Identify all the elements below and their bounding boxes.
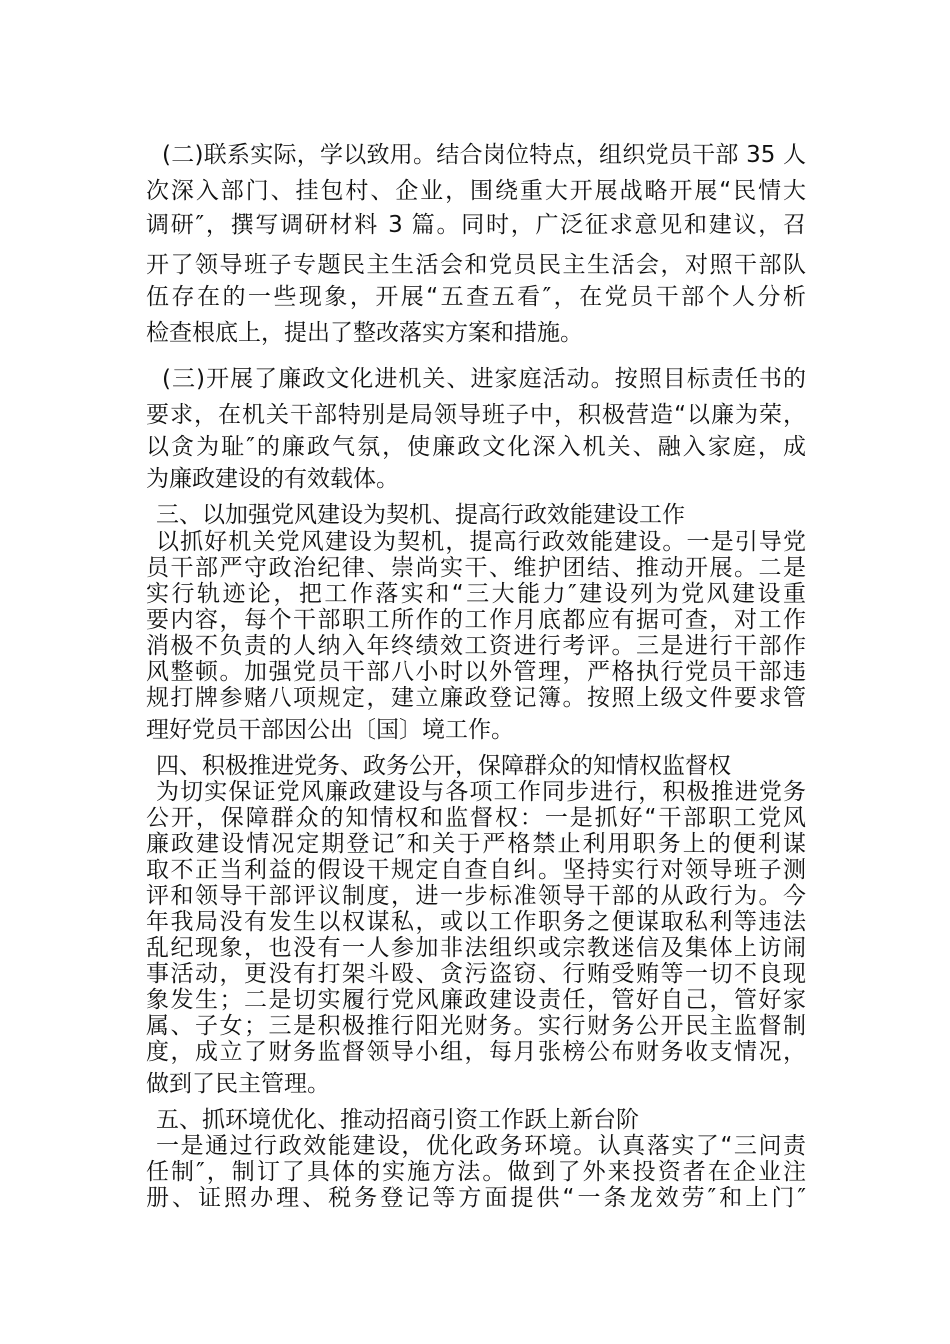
paragraph-line: 理好党员干部因公出〔国〕境工作。	[146, 717, 514, 743]
paragraph-line: 实行轨迹论，把工作落实和“三大能力″建设列为党风建设重	[146, 581, 806, 607]
paragraph-line: 取不正当利益的假设干规定自查自纠。坚持实行对领导班子测	[146, 857, 806, 883]
paragraph-line: 任制″，制订了具体的实施方法。做到了外来投资者在企业注	[146, 1159, 806, 1185]
section-heading: 四、积极推进党务、政务公开，保障群众的知情权监督权	[156, 753, 731, 779]
paragraph-line: 以抓好机关党风建设为契机，提高行政效能建设。一是引导党	[156, 529, 806, 555]
paragraph-line: 为廉政建设的有效载体。	[146, 466, 399, 492]
paragraph-line: 伍存在的一些现象，开展“五查五看″，在党员干部个人分析	[146, 284, 806, 310]
paragraph-line: 属、子女；三是积极推行阳光财务。实行财务公开民主监督制	[146, 1013, 806, 1039]
paragraph-line: 乱纪现象，也没有一人参加非法组织或宗教迷信及集体上访闹	[146, 935, 806, 961]
paragraph-line: 一是通过行政效能建设，优化政务环境。认真落实了“三问责	[156, 1133, 806, 1159]
paragraph-line: 度，成立了财务监督领导小组，每月张榜公布财务收支情况，	[146, 1039, 806, 1065]
paragraph-line: 开了领导班子专题民主生活会和党员民主生活会，对照干部队	[146, 252, 806, 278]
paragraph-line: 风整顿。加强党员干部八小时以外管理，严格执行党员干部违	[146, 659, 806, 685]
section-heading: 五、抓环境优化、推动招商引资工作跃上新台阶	[156, 1107, 639, 1133]
section-heading: 三、以加强党风建设为契机、提高行政效能建设工作	[156, 502, 685, 528]
paragraph-line: 年我局没有发生以权谋私，或以工作职务之便谋取私利等违法	[146, 909, 806, 935]
paragraph-line: 廉政建设情况定期登记″和关于严格禁止利用职务上的便利谋	[146, 831, 806, 857]
paragraph-line: 员干部严守政治纪律、崇尚实干、维护团结、推动开展。二是	[146, 555, 806, 581]
paragraph-line: 要内容，每个干部职工所作的工作月底都应有据可查，对工作	[146, 607, 806, 633]
paragraph-line: 评和领导干部评议制度，进一步标准领导干部的从政行为。今	[146, 883, 806, 909]
paragraph-line: (三)开展了廉政文化进机关、进家庭活动。按照目标责任书的	[162, 366, 806, 392]
paragraph-line: 做到了民主管理。	[146, 1071, 330, 1097]
paragraph-line: 象发生；二是切实履行党风廉政建设责任，管好自己，管好家	[146, 987, 806, 1013]
paragraph-line: 公开，保障群众的知情权和监督权：一是抓好“干部职工党风	[146, 805, 806, 831]
paragraph-line: 为切实保证党风廉政建设与各项工作同步进行，积极推进党务	[156, 779, 806, 805]
paragraph-line: (二)联系实际，学以致用。结合岗位特点，组织党员干部 35 人	[162, 142, 806, 168]
paragraph-line: 以贪为耻″的廉政气氛，使廉政文化深入机关、融入家庭，成	[146, 434, 806, 460]
paragraph-line: 消极不负责的人纳入年终绩效工资进行考评。三是进行干部作	[146, 633, 806, 659]
paragraph-line: 册、证照办理、税务登记等方面提供“一条龙效劳″和上门″	[146, 1185, 806, 1211]
paragraph-line: 检查根底上，提出了整改落实方案和措施。	[146, 320, 583, 346]
paragraph-line: 要求，在机关干部特别是局领导班子中，积极营造“以廉为荣，	[146, 402, 806, 428]
paragraph-line: 事活动，更没有打架斗殴、贪污盗窃、行贿受贿等一切不良现	[146, 961, 806, 987]
paragraph-line: 规打牌参赌八项规定，建立廉政登记簿。按照上级文件要求管	[146, 685, 806, 711]
paragraph-line: 调研″，撰写调研材料 3 篇。同时，广泛征求意见和建议，召	[146, 212, 806, 238]
paragraph-line: 次深入部门、挂包村、企业，围绕重大开展战略开展“民情大	[146, 178, 806, 204]
